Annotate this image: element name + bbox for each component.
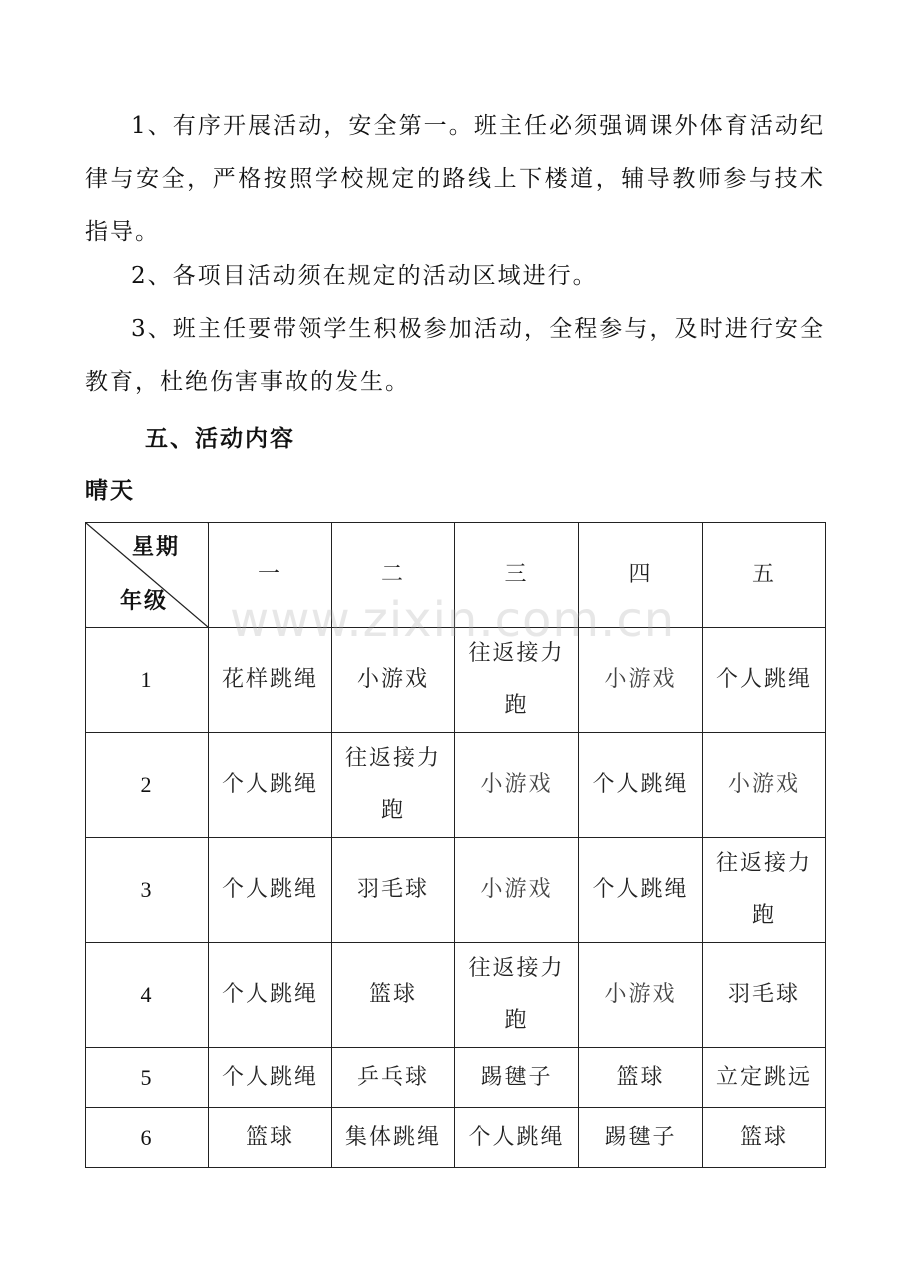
activity-cell: 小游戏 bbox=[455, 733, 579, 838]
grade-cell: 1 bbox=[86, 628, 209, 733]
day-header: 一 bbox=[209, 523, 332, 628]
activity-cell: 篮球 bbox=[703, 1108, 826, 1168]
activity-cell: 往返接力跑 bbox=[455, 628, 579, 733]
paragraph-3: 3、班主任要带领学生积极参加活动，全程参与，及时进行安全教育，杜绝伤害事故的发生。 bbox=[85, 316, 825, 395]
table-row bbox=[86, 838, 826, 943]
activity-cell: 小游戏 bbox=[703, 733, 826, 838]
activity-cell: 个人跳绳 bbox=[455, 1108, 579, 1168]
activity-cell: 踢毽子 bbox=[579, 1108, 703, 1168]
activity-cell: 花样跳绳 bbox=[209, 628, 332, 733]
activity-cell: 羽毛球 bbox=[332, 838, 455, 943]
paragraph-2: 2、各项目活动须在规定的活动区域进行。 bbox=[131, 263, 598, 289]
activity-cell: 个人跳绳 bbox=[703, 628, 826, 733]
activity-cell: 小游戏 bbox=[332, 628, 455, 733]
activity-cell: 小游戏 bbox=[579, 943, 703, 1048]
activity-cell: 乒乓球 bbox=[332, 1048, 455, 1108]
grade-cell: 5 bbox=[86, 1048, 209, 1108]
corner-label-grade: 年级 bbox=[120, 589, 169, 614]
activity-cell: 小游戏 bbox=[455, 838, 579, 943]
grade-cell: 6 bbox=[86, 1108, 209, 1168]
grade-cell: 4 bbox=[86, 943, 209, 1048]
day-header: 五 bbox=[703, 523, 826, 628]
table-header-row bbox=[86, 523, 826, 628]
activity-cell: 个人跳绳 bbox=[209, 838, 332, 943]
day-header: 三 bbox=[455, 523, 579, 628]
activity-cell: 羽毛球 bbox=[703, 943, 826, 1048]
table-corner-cell bbox=[86, 523, 209, 628]
activity-cell: 个人跳绳 bbox=[209, 733, 332, 838]
activity-cell: 往返接力跑 bbox=[455, 943, 579, 1048]
activity-cell: 往返接力跑 bbox=[332, 733, 455, 838]
activity-cell: 个人跳绳 bbox=[579, 838, 703, 943]
activity-cell: 个人跳绳 bbox=[209, 943, 332, 1048]
grade-cell: 3 bbox=[86, 838, 209, 943]
watermark: www.zixin.com.cn bbox=[230, 592, 676, 648]
activity-schedule-table bbox=[85, 522, 826, 1168]
corner-label-weekday: 星期 bbox=[131, 535, 180, 560]
table-row bbox=[86, 733, 826, 838]
table-row bbox=[86, 628, 826, 733]
activity-cell: 个人跳绳 bbox=[579, 733, 703, 838]
table-row bbox=[86, 1108, 826, 1168]
activity-cell: 集体跳绳 bbox=[332, 1108, 455, 1168]
section-heading: 五、活动内容 bbox=[145, 426, 295, 452]
activity-cell: 立定跳远 bbox=[703, 1048, 826, 1108]
activity-cell: 小游戏 bbox=[579, 628, 703, 733]
day-header: 二 bbox=[332, 523, 455, 628]
activity-cell: 往返接力跑 bbox=[703, 838, 826, 943]
day-header: 四 bbox=[579, 523, 703, 628]
activity-cell: 篮球 bbox=[209, 1108, 332, 1168]
activity-cell: 踢毽子 bbox=[455, 1048, 579, 1108]
table-row bbox=[86, 1048, 826, 1108]
activity-cell: 篮球 bbox=[332, 943, 455, 1048]
table-row bbox=[86, 943, 826, 1048]
sub-heading: 晴天 bbox=[85, 478, 135, 504]
activity-cell: 篮球 bbox=[579, 1048, 703, 1108]
activity-cell: 个人跳绳 bbox=[209, 1048, 332, 1108]
grade-cell: 2 bbox=[86, 733, 209, 838]
paragraph-1: 1、有序开展活动，安全第一。班主任必须强调课外体育活动纪律与安全，严格按照学校规定的路线上下楼道，辅导教师参与技术指导。 bbox=[85, 113, 825, 245]
